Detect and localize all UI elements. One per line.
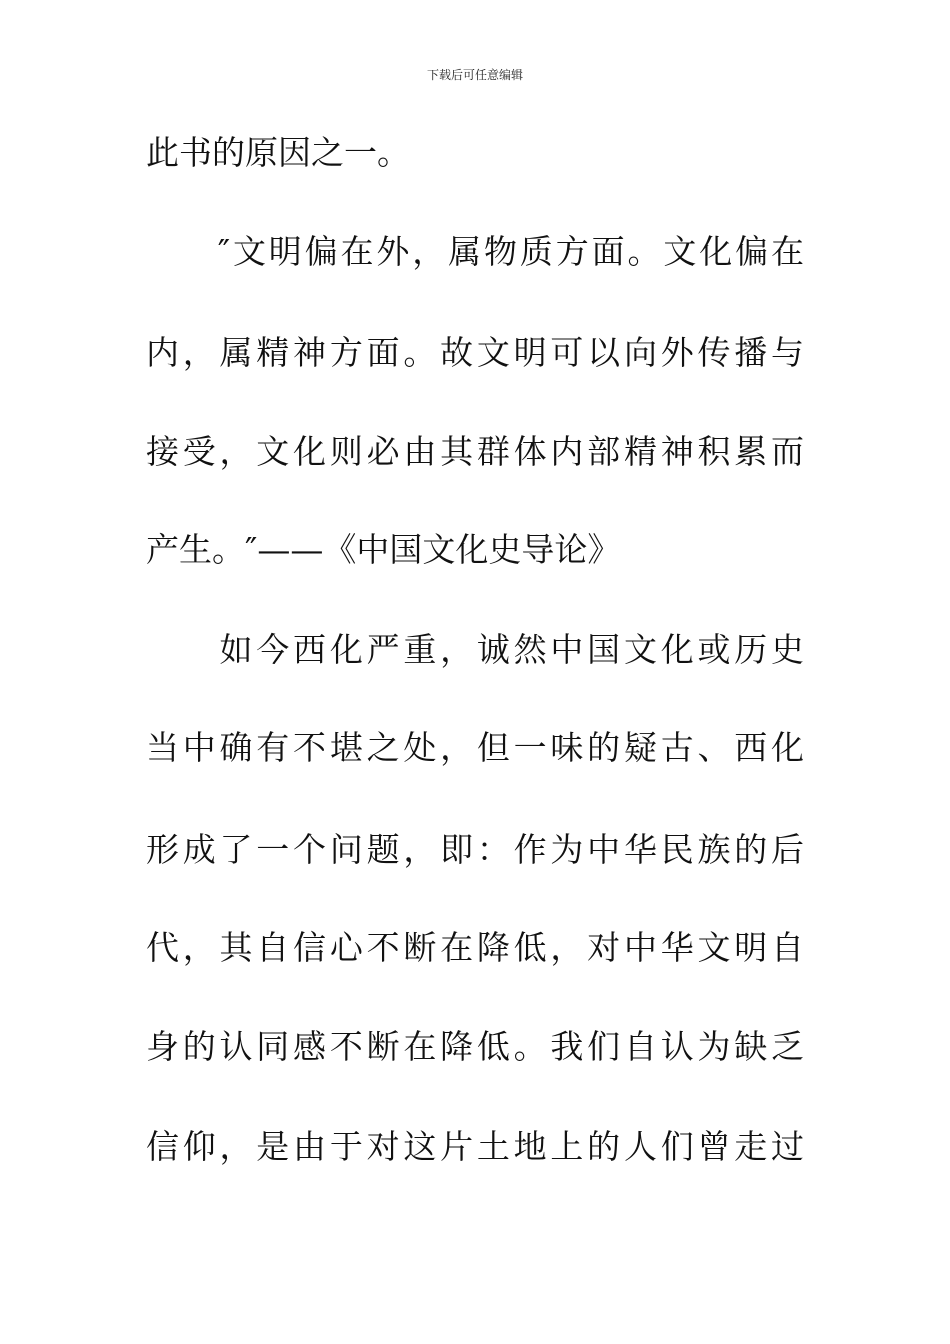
text-line: 身的认同感不断在降低。我们自认为缺乏 [146, 1027, 804, 1066]
page-header: 下载后可任意编辑 [426, 68, 523, 82]
text-line: 内，属精神方面。故文明可以向外传播与 [146, 333, 804, 372]
text-line: 产生。″——《中国文化史导论》 [146, 530, 621, 569]
text-line: 信仰，是由于对这片土地上的人们曾走过 [146, 1127, 804, 1166]
text-line: 此书的原因之一。 [146, 133, 410, 172]
text-line: 形成了一个问题，即：作为中华民族的后 [146, 830, 804, 869]
text-line: ″文明偏在外，属物质方面。文化偏在 [146, 232, 804, 271]
text-line: 当中确有不堪之处，但一味的疑古、西化 [146, 728, 804, 767]
text-line: 接受，文化则必由其群体内部精神积累而 [146, 432, 804, 471]
text-line: 代，其自信心不断在降低，对中华文明自 [146, 928, 804, 967]
text-line: 如今西化严重，诚然中国文化或历史 [146, 630, 804, 669]
